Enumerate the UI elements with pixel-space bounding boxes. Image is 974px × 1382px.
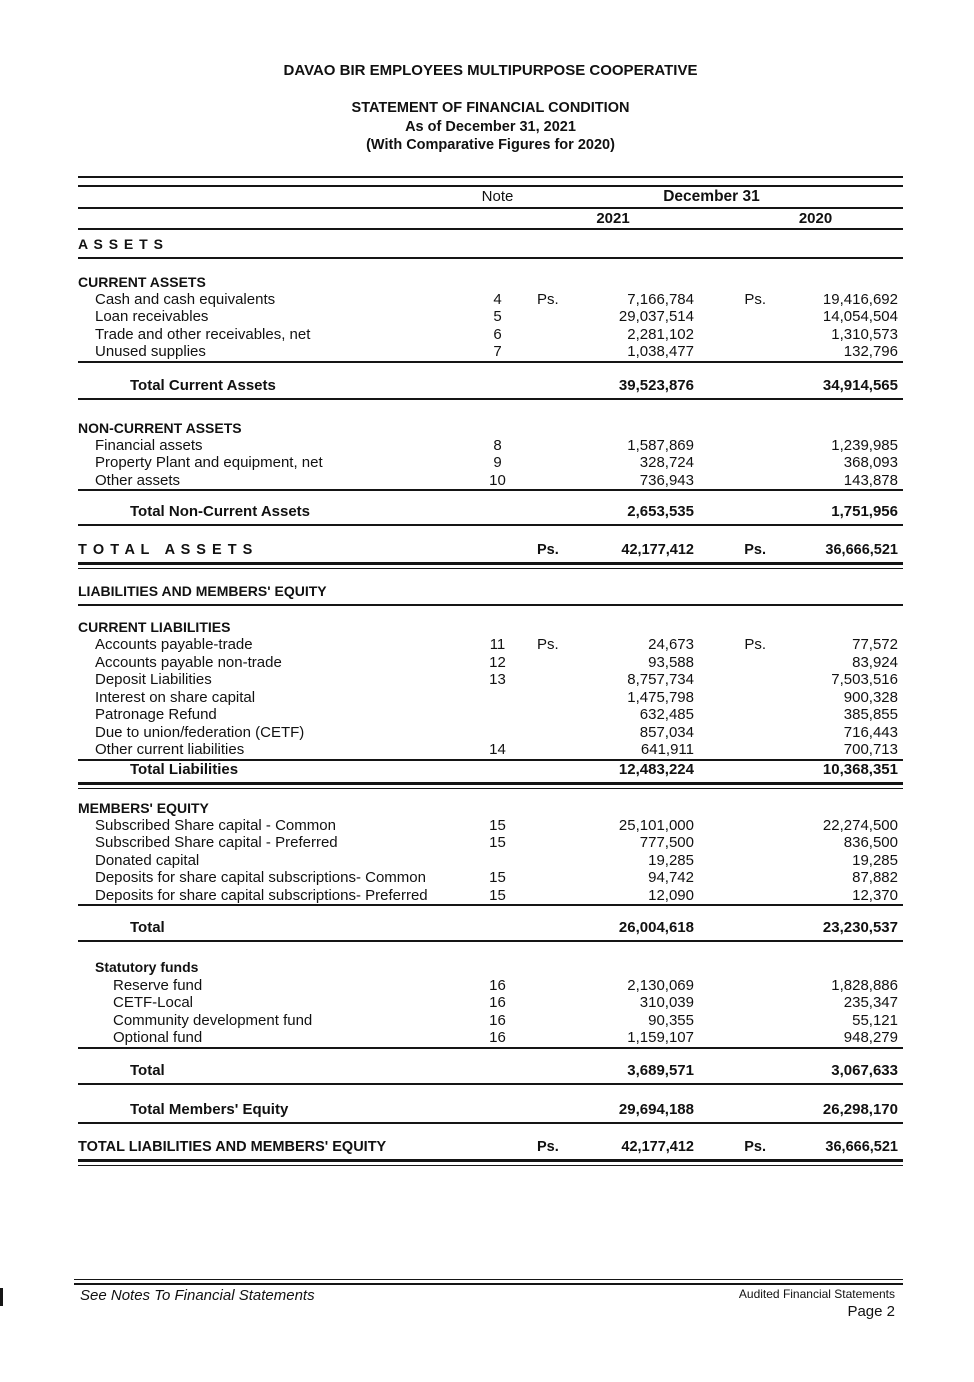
note-reference: 4 — [493, 290, 502, 308]
table-top-double-rule — [78, 176, 903, 187]
item-label: Subscribed Share capital - Preferred — [95, 834, 338, 851]
note-column-header: Note — [481, 188, 514, 205]
grand-total-row — [78, 541, 903, 562]
amount-2021: 12,090 — [648, 886, 694, 904]
item-label: TOTAL LIABILITIES AND MEMBERS' EQUITY — [78, 1138, 387, 1155]
amount-2021: 94,742 — [648, 869, 694, 886]
note-reference: 10 — [489, 471, 506, 489]
amount-2020: 1,239,985 — [831, 436, 898, 454]
line-item-row — [78, 654, 903, 672]
line-item-row — [78, 326, 903, 344]
vertical-spacer — [78, 259, 903, 273]
organization-name: DAVAO BIR EMPLOYEES MULTIPURPOSE COOPERATIVE — [283, 62, 698, 79]
currency-symbol-2020: Ps. — [744, 636, 766, 653]
note-reference: 5 — [493, 308, 502, 325]
scan-edge-artifact — [0, 1288, 3, 1306]
note-reference: 16 — [489, 994, 506, 1011]
page-number: Page 2 — [847, 1303, 895, 1320]
line-item-row — [78, 834, 903, 852]
amount-2020: 55,121 — [852, 1011, 898, 1029]
currency-symbol-2020: Ps. — [744, 290, 766, 308]
item-label: Reserve fund — [113, 976, 203, 994]
line-item-row — [78, 636, 903, 654]
amount-2021: 42,177,412 — [621, 1138, 694, 1155]
amount-2021: 632,485 — [639, 706, 694, 723]
line-item-row — [78, 977, 903, 995]
amount-2021: 39,523,876 — [618, 376, 694, 394]
amount-2021: 1,475,798 — [627, 688, 694, 706]
amount-2020: 836,500 — [843, 834, 898, 851]
amount-2020: 1,310,573 — [831, 325, 898, 343]
page-footer — [74, 1279, 903, 1319]
total-row — [78, 377, 903, 398]
year-2020-header: 2020 — [798, 209, 833, 227]
amount-2020: 716,443 — [843, 723, 898, 741]
amount-2020: 22,274,500 — [822, 816, 898, 834]
item-label: T O T A L A S S E T S — [78, 542, 254, 558]
amount-2020: 26,298,170 — [822, 1100, 898, 1118]
item-label: Cash and cash equivalents — [95, 290, 276, 308]
amount-2020: 87,882 — [852, 869, 898, 886]
statement-date: As of December 31, 2021 — [405, 118, 576, 135]
vertical-spacer — [78, 491, 903, 503]
footer-right-block — [739, 1287, 903, 1319]
vertical-spacer — [78, 906, 903, 919]
amount-2020: 948,279 — [843, 1029, 898, 1046]
double-rule — [78, 562, 903, 569]
item-label: Donated capital — [95, 851, 200, 869]
amount-2021: 8,757,734 — [627, 671, 694, 688]
item-label: CETF-Local — [113, 994, 194, 1011]
amount-2020: 1,751,956 — [831, 503, 898, 520]
group-heading: CURRENT ASSETS — [78, 273, 206, 290]
line-item-row — [78, 291, 903, 309]
item-label: Total Current Assets — [130, 376, 276, 394]
financial-table — [78, 176, 903, 1166]
amount-2021: 2,653,535 — [627, 503, 694, 520]
item-label: Total — [130, 919, 165, 936]
line-item-row — [78, 454, 903, 472]
amount-2020: 10,368,351 — [822, 760, 898, 778]
total-row — [78, 761, 903, 782]
currency-symbol-2021: Ps. — [537, 636, 559, 653]
audited-label: Audited Financial Statements — [738, 1287, 895, 1301]
note-reference: 8 — [493, 436, 502, 454]
amount-2020: 14,054,504 — [822, 308, 898, 325]
line-item-row — [78, 724, 903, 742]
vertical-spacer — [78, 569, 903, 582]
note-reference: 13 — [489, 671, 506, 688]
currency-symbol-2020: Ps. — [744, 542, 766, 558]
item-label: Community development fund — [113, 1011, 313, 1029]
amount-2021: 3,689,571 — [627, 1061, 694, 1079]
item-label: Other current liabilities — [95, 741, 245, 758]
line-item-row — [78, 706, 903, 724]
footer-double-rule — [74, 1279, 903, 1285]
item-label: Interest on share capital — [95, 688, 256, 706]
item-label: Accounts payable-trade — [95, 636, 253, 653]
total-row — [78, 1101, 903, 1122]
item-label: Total Members' Equity — [130, 1100, 289, 1118]
footer-row — [74, 1287, 903, 1319]
note-reference: 15 — [489, 834, 506, 851]
item-label: Financial assets — [95, 436, 203, 454]
vertical-spacer — [78, 606, 903, 618]
line-item-row — [78, 689, 903, 707]
amount-2020: 23,230,537 — [822, 919, 898, 936]
line-item-row — [78, 994, 903, 1012]
vertical-spacer — [78, 526, 903, 541]
note-reference: 16 — [489, 1029, 506, 1046]
amount-2020: 1,828,886 — [831, 976, 898, 994]
amount-2020: 36,666,521 — [825, 542, 898, 558]
group-heading: NON-CURRENT ASSETS — [78, 419, 242, 436]
item-label: Deposits for share capital subscriptions- Common — [95, 869, 426, 886]
amount-2021: 42,177,412 — [621, 542, 694, 558]
amount-2021: 7,166,784 — [627, 290, 694, 308]
table-header-row-2 — [78, 209, 903, 228]
amount-2020: 7,503,516 — [831, 671, 898, 688]
line-item-row — [78, 1012, 903, 1030]
line-item-row — [78, 852, 903, 870]
amount-2021: 310,039 — [639, 994, 694, 1011]
item-label: Deposits for share capital subscriptions- Preferred — [95, 886, 428, 904]
note-reference: 15 — [489, 816, 506, 834]
item-label: Total — [130, 1061, 165, 1079]
amount-2021: 2,281,102 — [627, 325, 694, 343]
item-label: Subscribed Share capital - Common — [95, 816, 336, 834]
vertical-spacer — [78, 400, 903, 419]
amount-2020: 12,370 — [852, 886, 898, 904]
line-item-row — [78, 472, 903, 490]
table-header-row-1 — [78, 187, 903, 207]
note-reference: 11 — [489, 636, 506, 653]
line-item-row — [78, 741, 903, 759]
item-label: Loan receivables — [95, 308, 209, 325]
line-item-row — [78, 343, 903, 361]
amount-2020: 143,878 — [843, 471, 898, 489]
note-reference: 9 — [493, 454, 502, 471]
subgroup-heading: Statutory funds — [95, 959, 199, 975]
document-header — [78, 63, 903, 155]
amount-2020: 235,347 — [843, 994, 898, 1011]
amount-2021: 1,587,869 — [627, 436, 694, 454]
amount-2020: 19,416,692 — [822, 290, 898, 308]
line-item-row — [78, 671, 903, 689]
amount-2020: 700,713 — [843, 741, 898, 758]
amount-2021: 12,483,224 — [618, 760, 694, 778]
amount-2021: 29,037,514 — [618, 308, 694, 325]
item-label: Other assets — [95, 471, 181, 489]
amount-2020: 77,572 — [852, 636, 898, 653]
item-label: Patronage Refund — [95, 706, 217, 723]
note-reference: 16 — [489, 1011, 506, 1029]
note-reference: 12 — [489, 653, 506, 671]
footer-notes-reference: See Notes To Financial Statements — [80, 1287, 315, 1304]
line-item-row — [78, 887, 903, 905]
amount-2021: 24,673 — [648, 636, 694, 653]
total-row — [78, 1062, 903, 1083]
currency-symbol-2021: Ps. — [537, 542, 559, 558]
line-item-row — [78, 308, 903, 326]
note-reference: 14 — [489, 741, 506, 758]
currency-symbol-2021: Ps. — [537, 1138, 559, 1155]
item-label: Accounts payable non-trade — [95, 653, 282, 671]
amount-2021: 26,004,618 — [618, 919, 694, 936]
line-item-row — [78, 1029, 903, 1047]
section-heading: LIABILITIES AND MEMBERS' EQUITY — [78, 582, 903, 606]
line-item-row — [78, 869, 903, 887]
amount-2021: 857,034 — [639, 723, 694, 741]
amount-2021: 19,285 — [648, 851, 694, 869]
grand-total-row — [78, 1138, 903, 1159]
amount-2020: 83,924 — [852, 653, 898, 671]
amount-2020: 132,796 — [843, 343, 898, 360]
section-heading: A S S E T S — [78, 235, 903, 259]
table-body — [78, 230, 903, 1166]
note-reference: 15 — [489, 886, 506, 904]
amount-2021: 29,694,188 — [618, 1100, 694, 1118]
amount-2021: 2,130,069 — [627, 976, 694, 994]
amount-2020: 900,328 — [843, 688, 898, 706]
total-row — [78, 919, 903, 940]
amount-2021: 641,911 — [640, 741, 694, 758]
currency-symbol-2021: Ps. — [537, 290, 559, 308]
vertical-spacer — [78, 1124, 903, 1138]
amount-2021: 25,101,000 — [618, 816, 694, 834]
note-reference: 16 — [489, 976, 506, 994]
date-group-header: December 31 — [663, 187, 760, 205]
line-item-row — [78, 817, 903, 835]
amount-2021: 1,159,107 — [627, 1029, 694, 1046]
note-reference: 6 — [493, 325, 502, 343]
item-label: Property Plant and equipment, net — [95, 454, 323, 471]
statement-title: STATEMENT OF FINANCIAL CONDITION — [351, 100, 630, 116]
amount-2020: 19,285 — [852, 851, 898, 869]
item-label: Total Non-Current Assets — [130, 503, 311, 520]
amount-2021: 328,724 — [639, 454, 694, 471]
note-reference: 15 — [489, 869, 506, 886]
note-reference: 7 — [493, 343, 502, 360]
amount-2020: 368,093 — [843, 454, 898, 471]
vertical-spacer — [78, 789, 903, 799]
vertical-spacer — [78, 942, 903, 959]
item-label: Unused supplies — [95, 343, 206, 360]
item-label: Optional fund — [113, 1029, 203, 1046]
currency-symbol-2020: Ps. — [744, 1138, 766, 1155]
item-label: Trade and other receivables, net — [95, 325, 311, 343]
amount-2020: 3,067,633 — [831, 1061, 898, 1079]
amount-2021: 90,355 — [648, 1011, 694, 1029]
amount-2020: 385,855 — [843, 706, 898, 723]
vertical-spacer — [78, 1085, 903, 1101]
item-label: Total Liabilities — [130, 760, 239, 778]
group-heading: CURRENT LIABILITIES — [78, 619, 231, 635]
amount-2021: 777,500 — [639, 834, 694, 851]
comparative-note: (With Comparative Figures for 2020) — [366, 137, 615, 153]
amount-2021: 1,038,477 — [627, 343, 694, 360]
amount-2021: 736,943 — [639, 471, 694, 489]
total-row — [78, 503, 903, 524]
double-rule — [78, 782, 903, 789]
vertical-spacer — [78, 363, 903, 377]
item-label: Deposit Liabilities — [95, 671, 212, 688]
year-2021-header: 2021 — [596, 209, 630, 227]
page-content — [78, 0, 903, 1166]
double-rule — [78, 1159, 903, 1166]
item-label: Due to union/federation (CETF) — [95, 723, 305, 741]
group-heading: MEMBERS' EQUITY — [78, 799, 209, 816]
line-item-row — [78, 437, 903, 455]
amount-2021: 93,588 — [648, 653, 694, 671]
amount-2020: 34,914,565 — [822, 376, 898, 394]
vertical-spacer — [78, 1049, 903, 1062]
amount-2020: 36,666,521 — [825, 1138, 898, 1155]
